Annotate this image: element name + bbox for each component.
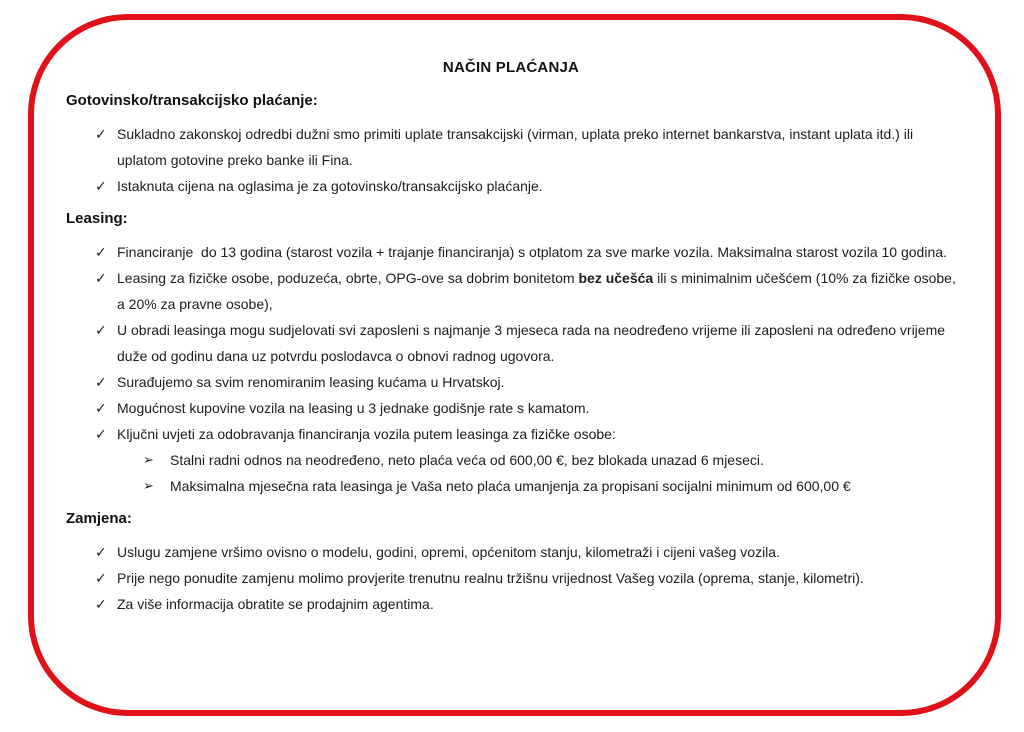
bullet-text-part: Surađujemo sa svim renomiranim leasing kućama u Hrvatskoj. [117,374,505,390]
bullet-item [95,421,956,499]
bullet-row [95,369,956,395]
check-icon: ✓ [95,244,107,260]
bullet-text-part: Mogućnost kupovine vozila na leasing u 3 jednake godišnje rate s kamatom. [117,400,590,416]
bullet-row [95,121,956,173]
check-icon: ✓ [95,126,107,142]
bullet-list [66,239,960,499]
document-title: NAČIN PLAĆANJA [442,59,580,76]
check-icon: ✓ [95,374,107,390]
bullet-text [117,369,956,395]
check-icon: ✓ [95,322,107,338]
check-icon: ✓ [95,178,107,194]
bullet-row [95,317,956,369]
bullet-text-part: Za više informacija obratite se prodajnim agentima. [117,596,434,612]
sections-container [66,88,960,617]
sub-bullet-row [143,447,956,473]
bullet-row [95,173,956,199]
bullet-row [95,565,956,591]
bullet-text-part: Istaknuta cijena na oglasima je za gotovinsko/transakcijsko plaćanje. [117,178,543,194]
bullet-text [117,265,960,317]
sub-bullet-item [143,473,956,499]
bullet-text-part: Financiranje do 13 godina (starost vozila + trajanje financiranja) s otplatom za sve marke vozila. Maksimalna starost vozila 10 godina. [117,244,947,260]
bullet-row [95,539,956,565]
bullet-text-part: ili s minimalnim učešćem (10% za fizičke osobe, a 20% za pravne osobe), [117,270,960,312]
sub-bullet-list [95,447,956,499]
bullet-text [117,317,956,369]
check-icon: ✓ [95,596,107,612]
bullet-item [95,317,956,369]
bullet-text [117,121,956,173]
bullet-row [95,395,956,421]
bullet-item [95,539,956,565]
check-icon: ✓ [95,426,107,442]
bullet-text-part: U obradi leasinga mogu sudjelovati svi zaposleni s najmanje 3 mjeseca rada na neodređeno vrijeme ili zaposleni na određeno vrijeme duže od godinu dana uz potvrdu poslodavca o obnovi radnog ugovora. [117,322,949,364]
bullet-text-part: Leasing za fizičke osobe, poduzeća, obrte, OPG-ove sa dobrim bonitetom [117,270,579,286]
bullet-item [95,121,956,173]
sub-bullet-text [170,473,956,499]
bullet-text-bold: bez učešća [578,270,654,286]
bullet-row [95,265,960,317]
bullet-item [95,173,956,199]
bullet-text [117,539,956,565]
check-icon: ✓ [95,570,107,586]
bullet-text-part: Uslugu zamjene vršimo ovisno o modelu, godini, opremi, općenitom stanju, kilometraži i cijeni vašeg vozila. [117,544,780,560]
bullet-item [95,369,956,395]
bullet-row [95,421,956,447]
bullet-text [117,565,956,591]
bullet-list [66,539,956,617]
bullet-text-part: Sukladno zakonskoj odredbi dužni smo primiti uplate transakcijski (virman, uplata preko internet bankarstva, instant uplata itd.) ili uplatom gotovine preko banke ili Fina. [117,126,917,168]
bullet-text-part: Ključni uvjeti za odobravanja financiranja vozila putem leasinga za fizičke osobe: [117,426,616,442]
bullet-item [95,591,956,617]
check-icon: ✓ [95,544,107,560]
document-content [66,55,960,617]
bullet-text-part: Maksimalna mjesečna rata leasinga je Vaša neto plaća umanjenja za propisani socijalni minimum od 600,00 € [170,478,851,494]
bullet-text [117,173,956,199]
section-heading: Leasing: [66,210,128,227]
arrow-icon: ➢ [143,478,154,493]
check-icon: ✓ [95,270,107,286]
sub-bullet-item [143,447,956,473]
bullet-text [117,239,956,265]
sub-bullet-text [170,447,956,473]
check-icon: ✓ [95,400,107,416]
bullet-item [95,239,956,265]
sub-bullet-row [143,473,956,499]
bullet-text [117,395,956,421]
arrow-icon: ➢ [143,452,154,467]
bullet-text-part: Prije nego ponudite zamjenu molimo provjerite trenutnu realnu tržišnu vrijednost Vašeg vozila (oprema, stanje, kilometri). [117,570,864,586]
section-heading: Zamjena: [66,510,132,527]
bullet-text-part: Stalni radni odnos na neodređeno, neto plaća veća od 600,00 €, bez blokada unazad 6 mjeseci. [170,452,764,468]
bullet-item [95,565,956,591]
bullet-row [95,591,956,617]
bullet-item [95,395,956,421]
bullet-text [117,591,956,617]
bullet-list [66,121,956,199]
section-heading: Gotovinsko/transakcijsko plaćanje: [66,92,318,109]
bullet-row [95,239,956,265]
bullet-text [117,421,956,447]
bullet-item [95,265,960,317]
